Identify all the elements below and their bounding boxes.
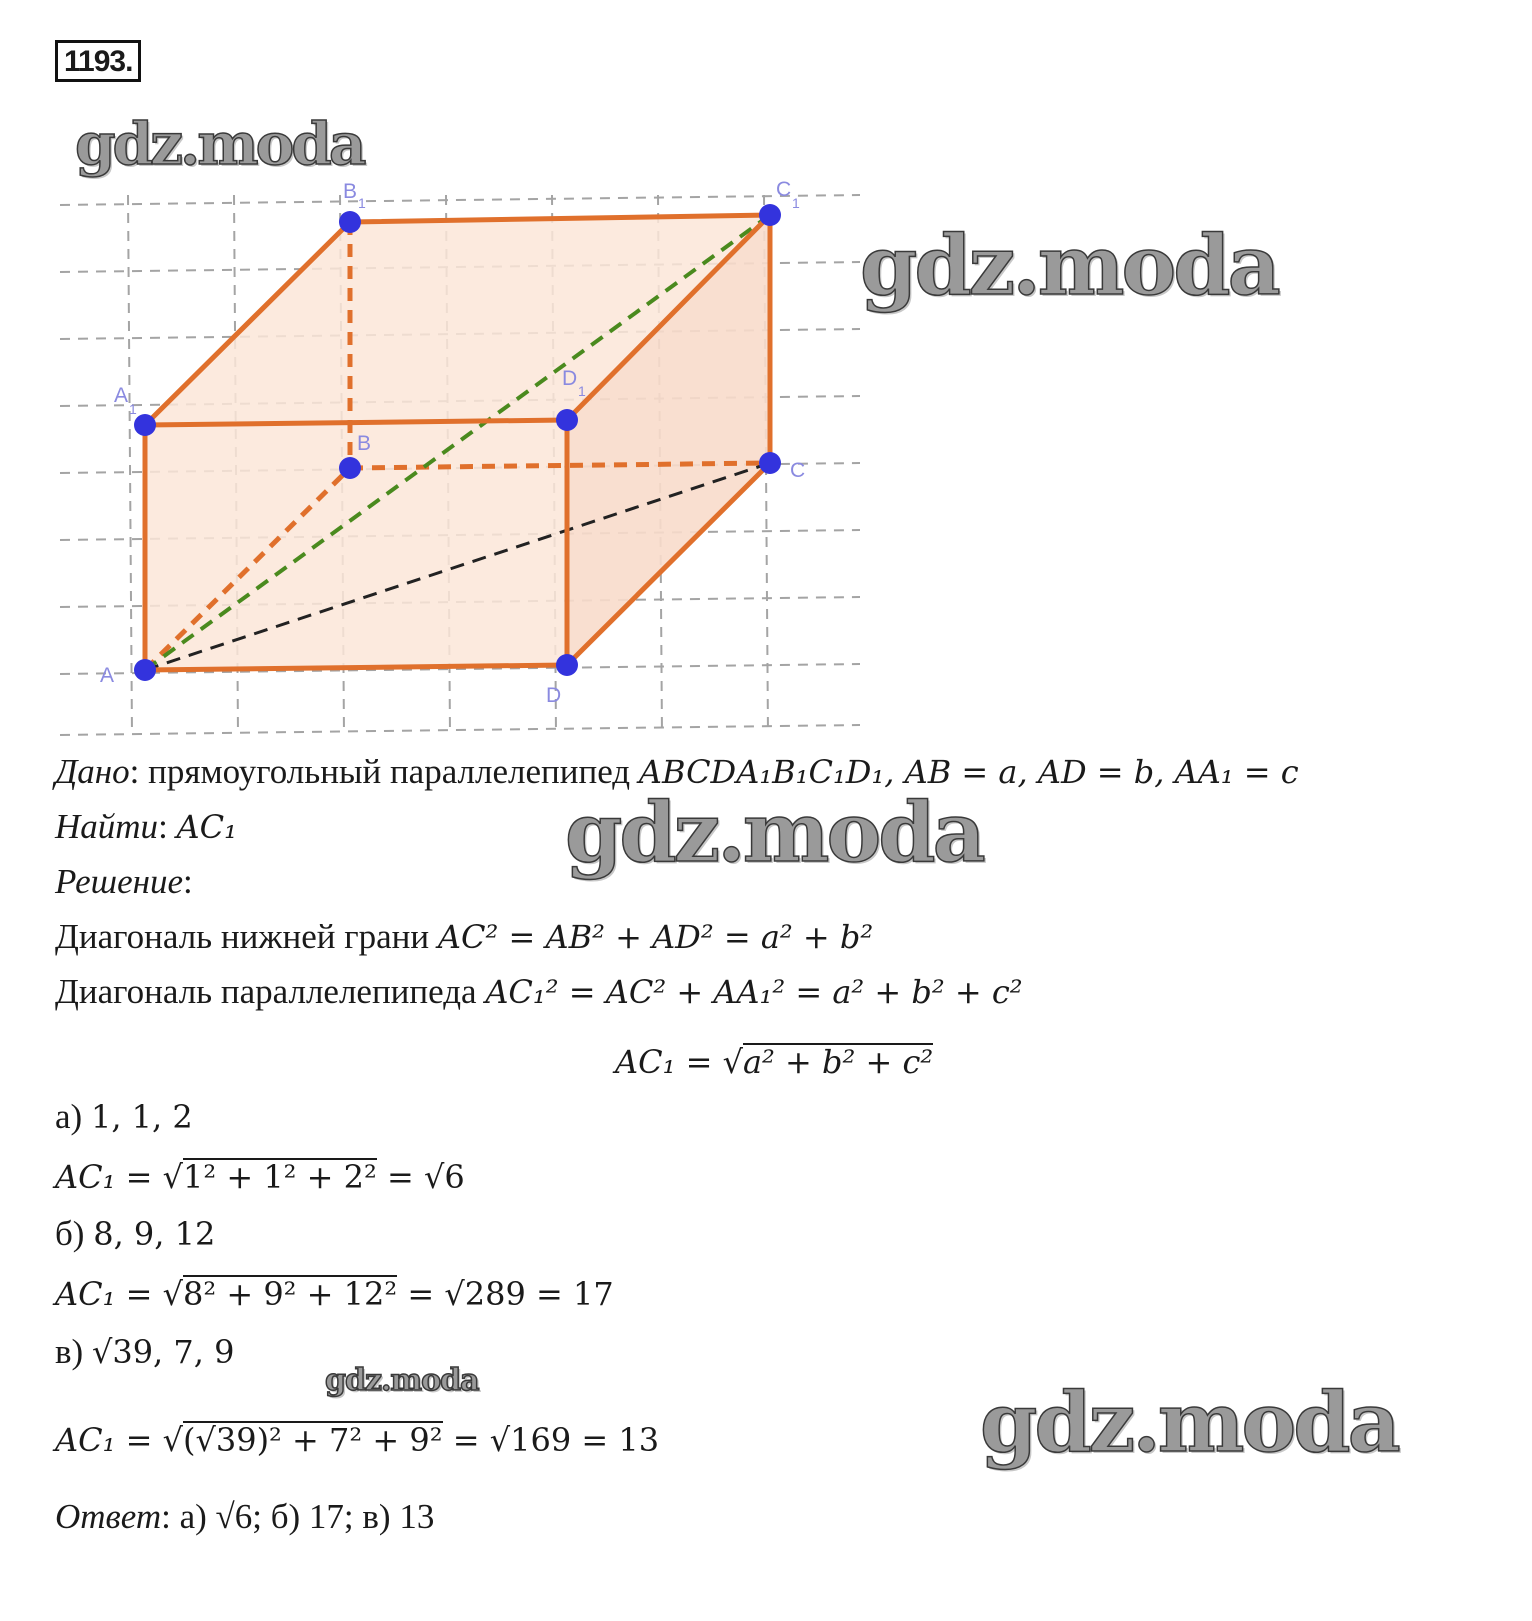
vertex-c-point [759, 452, 781, 474]
find-line: Найти: AC₁ [55, 807, 237, 846]
vertex-b-point [339, 457, 361, 479]
given-label: Дано [55, 752, 130, 791]
label-b1-sub: 1 [358, 195, 366, 211]
answer-label: Ответ [55, 1497, 162, 1536]
label-d1: D [562, 367, 578, 390]
given-formula: ABCDA₁B₁C₁D₁, AB = a, AD = b, AA₁ = c [638, 753, 1299, 791]
label-a1: A [114, 384, 129, 407]
watermark-middle: gdz.moda [565, 785, 983, 881]
problem-number: 1193. [55, 40, 141, 82]
vertex-b1-point [339, 211, 361, 233]
watermark-top-right: gdz.moda [860, 218, 1278, 314]
given-line: Дано: прямоугольный параллелепипед ABCDA₁B₁C₁D₁, AB = a, AD = b, AA₁ = c [55, 752, 1299, 791]
watermark-top-left: gdz.moda [75, 110, 364, 178]
label-b: B [357, 432, 372, 455]
case-a-formula: AC₁ = √1² + 1² + 2² = √6 [55, 1158, 465, 1196]
label-a1-sub: 1 [129, 401, 137, 417]
given-text: прямоугольный параллелепипед [148, 752, 631, 791]
vertex-d1-point [556, 409, 578, 431]
label-d1-sub: 1 [578, 383, 586, 399]
front-face [145, 420, 567, 670]
solution-line-2: Диагональ параллелепипеда AC₁² = AC² + AA₁² = a² + b² + c² [55, 972, 1023, 1011]
case-b-formula: AC₁ = √8² + 9² + 12² = √289 = 17 [55, 1275, 614, 1313]
case-c-formula: AC₁ = √(√39)² + 7² + 9² = √169 = 13 [55, 1421, 660, 1459]
find-formula: AC₁ [176, 808, 237, 846]
solution-label: Решение [55, 862, 184, 901]
vertex-d-point [556, 654, 578, 676]
label-c: C [790, 459, 806, 482]
label-d: D [546, 684, 562, 707]
watermark-small: gdz.moda [325, 1363, 479, 1398]
label-c1: C [776, 178, 792, 201]
label-b1: B [343, 180, 358, 203]
answer-line: Ответ: а) √6; б) 17; в) 13 [55, 1497, 435, 1536]
watermark-bottom-right: gdz.moda [980, 1375, 1398, 1471]
vertex-a-point [134, 659, 156, 681]
solution-label-line: Решение: [55, 862, 193, 901]
vertex-c1-point [759, 204, 781, 226]
vertex-a1-point [134, 414, 156, 436]
solution-formula-1: AC² = AB² + AD² = a² + b² [437, 918, 874, 956]
find-label: Найти [55, 807, 159, 846]
case-c-values: в) √39, 7, 9 [55, 1332, 235, 1371]
label-a: A [100, 664, 115, 687]
general-formula: AC₁ = √a² + b² + c² [615, 1043, 934, 1081]
case-b-values: б) 8, 9, 12 [55, 1214, 216, 1253]
label-c1-sub: 1 [792, 195, 800, 211]
solution-formula-2: AC₁² = AC² + AA₁² = a² + b² + c² [485, 973, 1023, 1011]
solution-line-1: Диагональ нижней грани AC² = AB² + AD² = a² + b² [55, 917, 874, 956]
answer-text: а) √6; б) 17; в) 13 [179, 1497, 435, 1536]
case-a-values: а) 1, 1, 2 [55, 1097, 193, 1136]
